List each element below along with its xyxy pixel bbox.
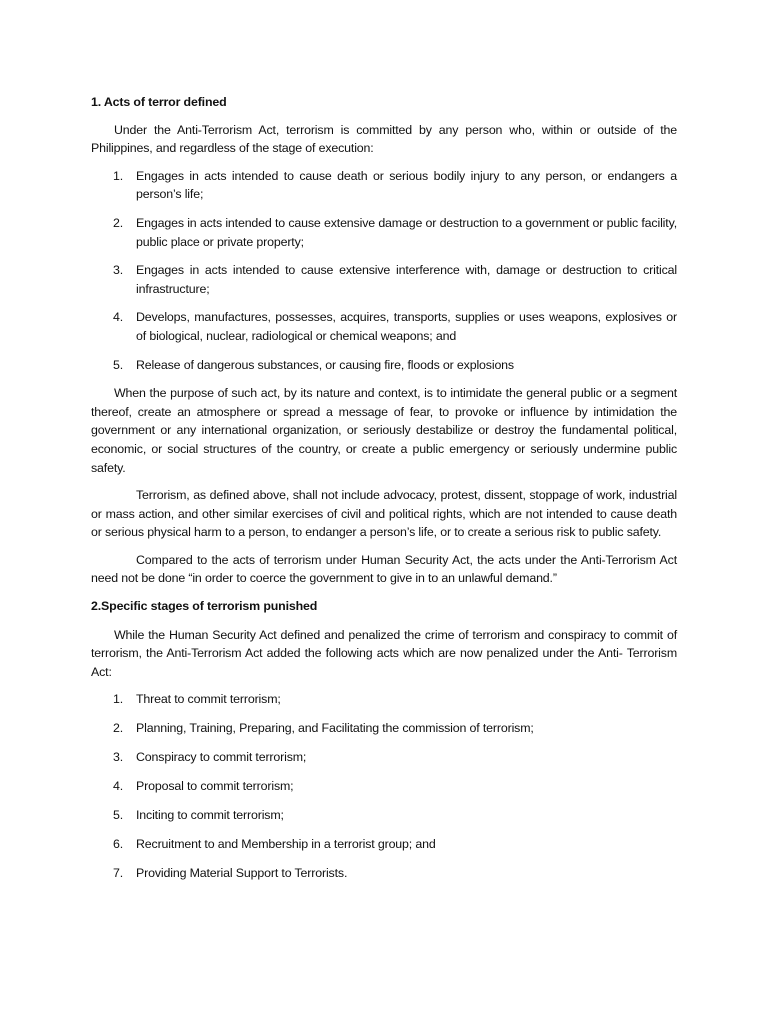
list-item-text: Engages in acts intended to cause extensive damage or destruction to a government or public facility, public place or private property; xyxy=(136,215,677,249)
list-item-number: 4. xyxy=(113,310,124,325)
section-1-list xyxy=(91,167,677,374)
list-item-text: Engages in acts intended to cause extensive interference with, damage or destruction to critical infrastructure; xyxy=(136,263,677,296)
section-1-intro: Under the Anti-Terrorism Act, terrorism is committed by any person who, within or outside of the Philippines, and regardless of the stage of execution: xyxy=(91,122,677,156)
exclusion-paragraph: Terrorism, as defined above, shall not include advocacy, protest, dissent, stoppage of work, industrial or mass action, and other similar exercises of civil and political rights, which are not intended to cause death or serious physical harm to a person, to endanger a person’s life, or to create a serious risk to public safety. xyxy=(91,488,677,540)
list-item-number: 1. xyxy=(113,168,124,183)
list-item-text: Inciting to commit terrorism; xyxy=(136,808,284,823)
list-item-number: 7. xyxy=(113,866,124,881)
list-item-number: 4. xyxy=(113,779,124,794)
list-item xyxy=(91,214,677,251)
document-body xyxy=(91,93,677,893)
list-item xyxy=(91,690,677,709)
list-item-number: 6. xyxy=(113,837,124,852)
list-item-number: 3. xyxy=(113,750,124,765)
list-item-number: 2. xyxy=(113,215,124,230)
list-item-number: 2. xyxy=(113,721,124,736)
list-item-number: 3. xyxy=(113,263,124,278)
list-item xyxy=(91,864,677,883)
list-item xyxy=(91,719,677,738)
section-1-heading: 1. Acts of terror defined xyxy=(91,95,227,109)
comparison-paragraph: Compared to the acts of terrorism under Human Security Act, the acts under the Anti-Terrorism Act need not be done “in order to coerce the government to give in to an unlawful demand.” xyxy=(91,552,677,586)
list-item-number: 5. xyxy=(113,357,124,372)
section-2-intro: While the Human Security Act defined and penalized the crime of terrorism and conspiracy to commit of terrorism, the Anti-Terrorism Act added the following acts which are now penalized under the Anti- Terrorism Act: xyxy=(91,627,677,679)
list-item-text: Providing Material Support to Terrorists. xyxy=(136,866,348,881)
list-item xyxy=(91,777,677,796)
list-item xyxy=(91,806,677,825)
purpose-paragraph: When the purpose of such act, by its nature and context, is to intimidate the general public or a segment thereof, create an atmosphere or spread a message of fear, to provoke or influence by intimidation the government or any international organization, or seriously destabilize or destroy the fundamental political, economic, or social structures of the country, or create a public emergency or seriously undermine public safety. xyxy=(91,386,677,475)
list-item-text: Develops, manufactures, possesses, acquires, transports, supplies or uses weapons, explosives or of biological, nuclear, radiological or chemical weapons; and xyxy=(136,310,677,343)
list-item xyxy=(91,308,677,345)
list-item-text: Threat to commit terrorism; xyxy=(136,692,281,707)
list-item-text: Proposal to commit terrorism; xyxy=(136,779,294,794)
section-2-list xyxy=(91,690,677,883)
list-item xyxy=(91,167,677,204)
list-item-text: Conspiracy to commit terrorism; xyxy=(136,750,307,765)
list-item-text: Release of dangerous substances, or causing fire, floods or explosions xyxy=(136,357,514,372)
list-item-number: 1. xyxy=(113,692,124,707)
list-item-text: Recruitment to and Membership in a terrorist group; and xyxy=(136,837,436,852)
section-2-heading: 2.Specific stages of terrorism punished xyxy=(91,599,318,614)
list-item-text: Engages in acts intended to cause death or serious bodily injury to any person, or endangers a person’s life; xyxy=(136,168,677,202)
list-item-text: Planning, Training, Preparing, and Facilitating the commission of terrorism; xyxy=(136,721,534,736)
list-item xyxy=(91,356,677,375)
list-item xyxy=(91,835,677,854)
list-item-number: 5. xyxy=(113,808,124,823)
list-item xyxy=(91,748,677,767)
list-item xyxy=(91,261,677,298)
